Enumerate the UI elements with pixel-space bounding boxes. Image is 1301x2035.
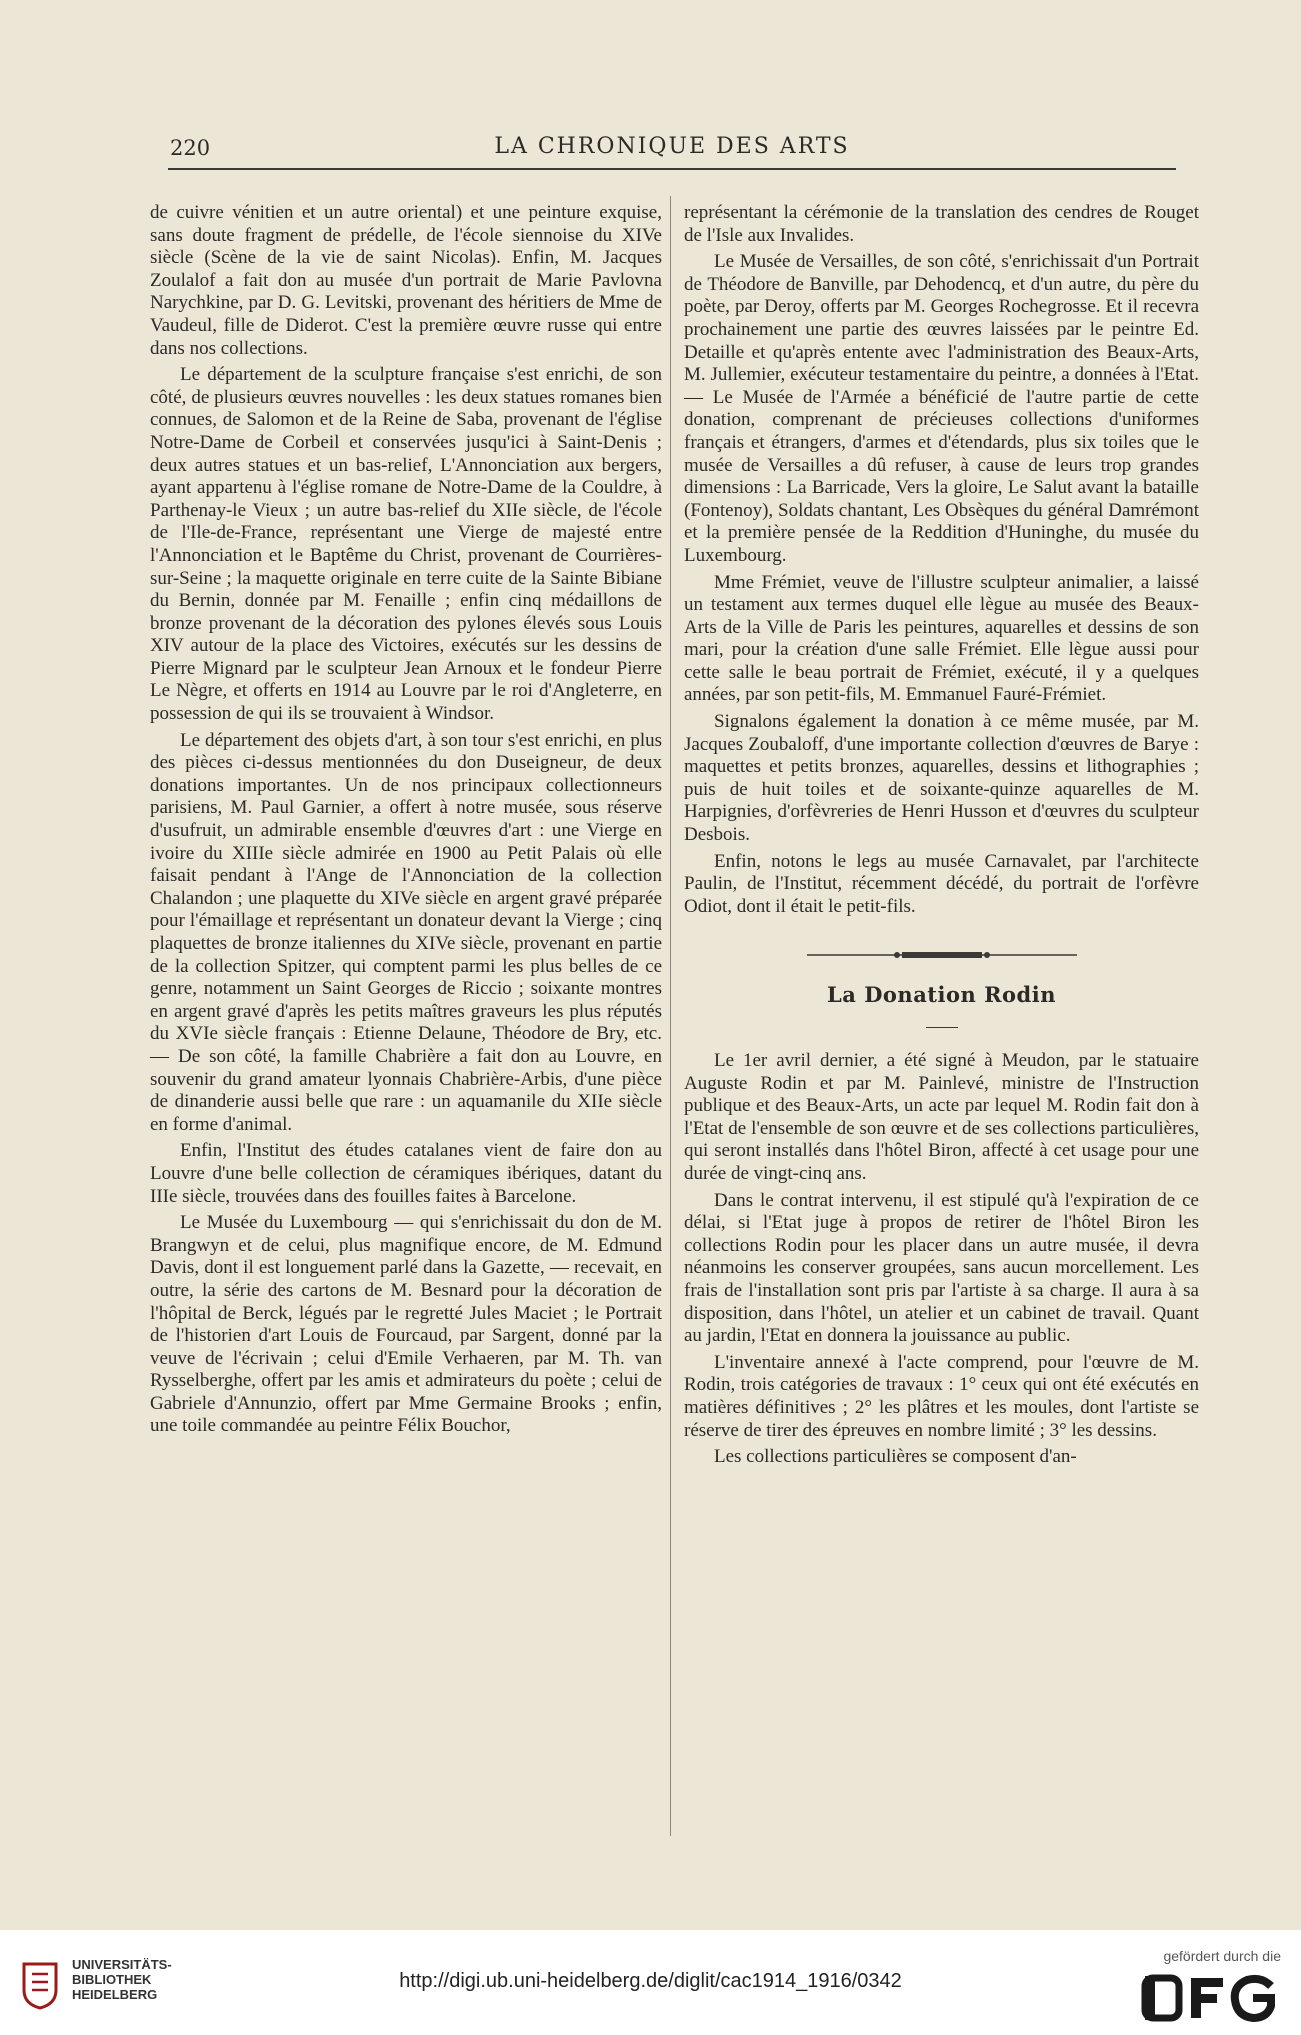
funding-text: gefördert durch die [1163,1948,1281,1964]
footer-bar [0,1930,1301,2035]
source-url-link[interactable]: http://digi.ub.uni-heidelberg.de/diglit/cac1914_1916/0342 [399,1970,902,1992]
running-title: LA CHRONIQUE DES ARTS [494,134,850,159]
paragraph: représentant la cérémonie de la translation des cendres de Rouget de l'Isle aux Invalides. [684,202,1199,246]
ornament-divider [807,948,1077,962]
section-title: La Donation Rodin [827,982,1056,1008]
paragraph: L'inventaire annexé à l'acte comprend, pour l'œuvre de M. Rodin, trois catégories de travaux : 1° ceux qui ont été exécutés en matières définitives ; 2° les plâtres et les moules, dont l'artiste se réserve de tirer des épreuves en nombre limité ; 3° les dessins. [684,1351,1199,1441]
paragraph: Enfin, l'Institut des études catalanes vient de faire don au Louvre d'une belle collection de céramiques ibériques, datant du IIIe siècle, trouvées dans des fouilles faites à Barcelone. [150,1140,662,1207]
page-number: 220 [170,136,211,160]
paragraph: de cuivre vénitien et un autre oriental) et une peinture exquise, sans doute fragment de prédelle, de l'école siennoise du XIVe siècle (Scène de la vie de saint Nicolas). Enfin, M. Jacques Zoulalof a fait don au musée d'un portrait de Marie Pavlovna Narychkine, par D. G. Levitski, provenant des héritiers de Mme de Vaudeul, fille de Diderot. C'est la première œuvre russe qui entre dans nos collections. [150,202,662,359]
paragraph: Mme Frémiet, veuve de l'illustre sculpteur animalier, a laissé un testament aux termes duquel elle lègue au musée des Beaux-Arts de la Ville de Paris les peintures, aquarelles et dessins de son mari, pour la création d'une salle Frémiet. Elle lègue aussi pour cette salle le beau portrait de Frémiet, exécuté, il y a quelques années, par son petit-fils, M. Emmanuel Fauré-Frémiet. [684,571,1199,706]
dfg-logo-icon [1141,1972,1281,2022]
paragraph: Le département des objets d'art, à son tour s'est enrichi, en plus des pièces ci-dessus mentionnées du don Duseigneur, de deux donations importantes. Un de nos principaux collectionneurs parisiens, M. Paul Garnier, a offert à notre musée, sous réserve d'usufruit, un admirable ensemble d'œuvres d'art : une Vierge en ivoire du XIIIe siècle admirée en 1900 au Petit Palais où elle faisait pendant à l'Ange de l'Annonciation de la collection Chalandon ; une plaquette du XIVe siècle en argent gravé préparée pour l'émaillage et représentant un donateur devant la Vierge ; cinq plaquettes de bronze italiennes du XIVe siècle, provenant en partie de la collection Spitzer, qui comptent parmi les plus belles de ce genre, notamment un Saint Georges de Riccio ; soixante montres en argent gravé d'après les petits maîtres graveurs les plus réputés du XVIe siècle français : Etienne Delaune, Théodore de Bry, etc. — De son côté, la famille Chabrière a fait don au Louvre, en souvenir du grand amateur lyonnais Chabrière-Arbis, d'une pièce de dinanderie aussi belle que rare : un aquamanile du XIIe siècle en forme d'animal. [150,729,662,1135]
right-column [684,202,1199,1469]
paragraph: Le Musée du Luxembourg — qui s'enrichissait du don de M. Brangwyn et de celui, plus magnifique encore, de M. Edmund Davis, dont il est longuement parlé dans la Gazette, — recevait, en outre, la série des cartons de M. Besnard pour la décoration de l'hôpital de Berck, légués par le regretté Jules Maciet ; le Portrait de l'historien d'art Louis de Fourcaud, par Sargent, donné par la veuve de l'écrivain ; celui d'Emile Verhaeren, par M. Th. van Rysselberghe, offert par les amis et admirateurs du poète ; celui de Gabriele d'Annunzio, offert par Mme Germaine Brooks ; enfin, une toile commandée au peintre Félix Bouchor, [150,1212,662,1437]
university-name: UNIVERSITÄTS- BIBLIOTHEK HEIDELBERG [72,1957,172,2002]
paragraph: Dans le contrat intervenu, il est stipulé qu'à l'expiration de ce délai, si l'Etat juge à propos de retirer de l'hôtel Biron les collections Rodin pour les placer dans un autre musée, il devra néanmoins les conserver groupées, sans aucun morcellement. Les frais de l'installation sont pris par l'artiste à sa charge. Il aura à sa disposition, dans l'hôtel, un atelier et un cabinet de travail. Quant au jardin, l'Etat en donnera la jouissance au public. [684,1189,1199,1347]
paragraph: Enfin, notons le legs au musée Carnavalet, par l'architecte Paulin, de l'Institut, récemment décédé, du portrait de l'orfèvre Odiot, dont il était le petit-fils. [684,850,1199,917]
header-rule [168,168,1176,170]
title-dash [926,1027,958,1028]
page-header [168,130,1176,166]
paragraph: Le département de la sculpture française s'est enrichi, de son côté, de plusieurs œuvres nouvelles : les deux statues romanes bien connues, de Salomon et de la Reine de Saba, provenant de l'église Notre-Dame de Corbeil et conservées jusqu'ici à Saint-Denis ; deux autres statues et un bas-relief, L'Annonciation aux bergers, ayant appartenu à l'église romane de Notre-Dame de la Couldre, à Parthenay-le Vieux ; un autre bas-relief du XIIe siècle, de l'école de l'Ile-de-France, représentant une Vierge de majesté entre l'Annonciation et le Baptême du Christ, provenant de Courrières-sur-Seine ; la maquette originale en terre cuite de la Sainte Bibiane du Bernin, donnée par M. Fenaille ; enfin cinq médaillons de bronze provenant de la décoration des pylones élevés sous Louis XIV autour de la place des Victoires, exécutés sur les dessins de Pierre Mignard par le sculpteur Jean Arnoux et le fondeur Pierre Le Nègre, et offerts en 1914 au Louvre par le roi d'Angleterre, en possession de qui ils se trouvaient à Windsor. [150,364,662,725]
paragraph: Signalons également la donation à ce même musée, par M. Jacques Zoubaloff, d'une importante collection d'œuvres de Barye : maquettes et petits bronzes, aquarelles, dessins et lithographies ; puis de huit toiles et de soixante-quinze aquarelles de M. Harpignies, d'orfèvreries de Henri Husson et d'œuvres du sculpteur Desbois. [684,711,1199,846]
left-column [150,202,662,1438]
paragraph: Le 1er avril dernier, a été signé à Meudon, par le statuaire Auguste Rodin et par M. Painlevé, ministre de l'Instruction publique et des Beaux-Arts, un acte par lequel M. Rodin fait don à l'Etat de l'ensemble de son œuvre et de ses collections particulières, qui seront installés dans l'hôtel Biron, affecté à cet usage pour une durée de vingt-cinq ans. [684,1050,1199,1184]
paragraph: Le Musée de Versailles, de son côté, s'enrichissait d'un Portrait de Théodore de Banville, par Dehodencq, et d'un autre, du père du poète, par Deroy, offerts par M. Georges Rochegrosse. Et il recevra prochainement une partie des œuvres laissées par le peintre Ed. Detaille et qu'après entente avec l'administration des Beaux-Arts, M. Jullemier, exécuteur testamentaire du peintre, a données à l'Etat. — Le Musée de l'Armée a bénéficié de l'autre partie de cette donation, comprenant de précieuses collections d'uniformes français et étrangers, d'armes et d'étendards, plus six toiles que le musée de Versailles a dû refuser, à cause de leurs trop grandes dimensions : La Barricade, Vers la gloire, Le Salut avant la bataille (Fontenoy), Soldats chantant, Les Obsèques du général Damrémont et la première pensée de la Reddition d'Huninghe, du musée du Luxembourg. [684,251,1199,566]
paragraph: Les collections particulières se composent d'an- [714,1446,1077,1468]
column-divider [670,196,671,1836]
